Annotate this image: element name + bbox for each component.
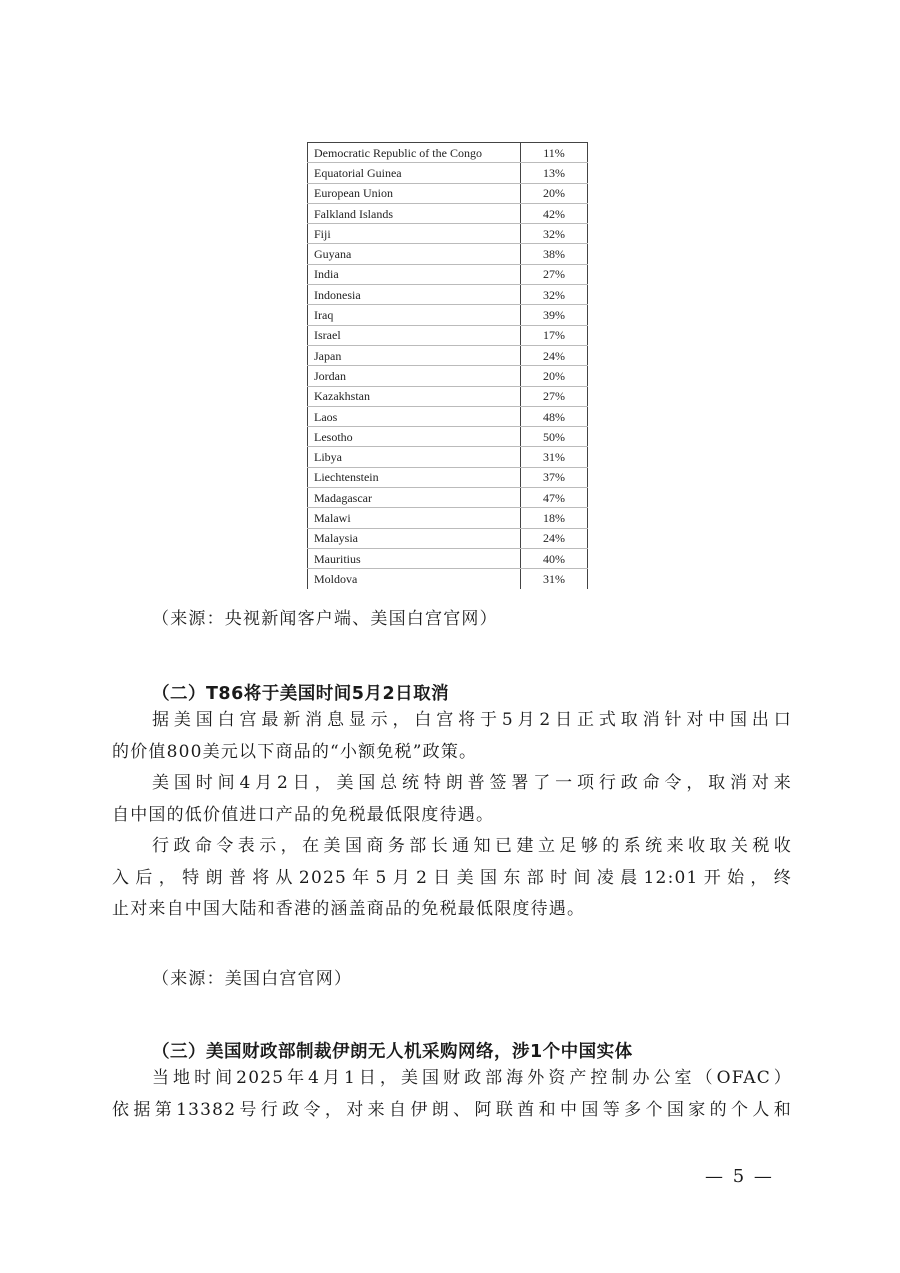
country-cell: Democratic Republic of the Congo xyxy=(308,143,521,163)
rate-cell: 31% xyxy=(521,569,588,589)
table-row xyxy=(308,305,588,325)
country-cell: Guyana xyxy=(308,244,521,264)
section-2-paragraph-1 xyxy=(112,705,792,768)
country-cell: Malawi xyxy=(308,508,521,528)
table-row xyxy=(308,488,588,508)
country-cell: Falkland Islands xyxy=(308,203,521,223)
tariff-table-body xyxy=(308,143,588,589)
rate-cell: 47% xyxy=(521,488,588,508)
rate-cell: 24% xyxy=(521,345,588,365)
rate-cell: 48% xyxy=(521,406,588,426)
rate-cell: 50% xyxy=(521,427,588,447)
country-cell: Equatorial Guinea xyxy=(308,163,521,183)
rate-cell: 11% xyxy=(521,143,588,163)
table-row xyxy=(308,508,588,528)
table-row xyxy=(308,143,588,163)
table-row xyxy=(308,406,588,426)
section-3-paragraph-1 xyxy=(112,1063,792,1126)
source-note-1: （来源：央视新闻客户端、美国白宫官网） xyxy=(152,609,498,629)
table-row xyxy=(308,183,588,203)
rate-cell: 32% xyxy=(521,285,588,305)
country-cell: Lesotho xyxy=(308,427,521,447)
rate-cell: 24% xyxy=(521,528,588,548)
page-number: — 5 — xyxy=(705,1166,774,1187)
country-cell: Iraq xyxy=(308,305,521,325)
table-row xyxy=(308,264,588,284)
table-row xyxy=(308,528,588,548)
section-2-paragraph-2 xyxy=(112,768,792,831)
table-row xyxy=(308,447,588,467)
country-cell: Indonesia xyxy=(308,285,521,305)
country-cell: Israel xyxy=(308,325,521,345)
text-line: 依据第13382号行政令，对来自伊朗、阿联酋和中国等多个国家的个人和 xyxy=(112,1099,792,1120)
section-2-heading: （二）T86将于美国时间5月2日取消 xyxy=(152,684,450,704)
rate-cell: 38% xyxy=(521,244,588,264)
source-note-2: （来源：美国白宫官网） xyxy=(152,969,353,989)
section-2-paragraph-3 xyxy=(112,831,792,926)
country-cell: Moldova xyxy=(308,569,521,589)
table-row xyxy=(308,163,588,183)
section-3-heading: （三）美国财政部制裁伊朗无人机采购网络，涉1个中国实体 xyxy=(152,1042,633,1062)
table-row xyxy=(308,285,588,305)
table-row xyxy=(308,467,588,487)
rate-cell: 27% xyxy=(521,264,588,284)
text-line: 的价值800美元以下商品的“小额免税”政策。 xyxy=(112,741,478,762)
rate-cell: 17% xyxy=(521,325,588,345)
rate-cell: 40% xyxy=(521,548,588,568)
country-cell: Kazakhstan xyxy=(308,386,521,406)
text-line: 行政命令表示，在美国商务部长通知已建立足够的系统来收取关税收 xyxy=(152,836,792,856)
table-row xyxy=(308,366,588,386)
text-line: 自中国的低价值进口产品的免税最低限度待遇。 xyxy=(112,804,495,825)
country-cell: Mauritius xyxy=(308,548,521,568)
rate-cell: 42% xyxy=(521,203,588,223)
country-cell: Jordan xyxy=(308,366,521,386)
rate-cell: 27% xyxy=(521,386,588,406)
rate-cell: 18% xyxy=(521,508,588,528)
country-cell: Laos xyxy=(308,406,521,426)
country-cell: Libya xyxy=(308,447,521,467)
country-cell: Liechtenstein xyxy=(308,467,521,487)
text-line: 入后，特朗普将从2025年5月2日美国东部时间凌晨12:01开始，终 xyxy=(112,867,792,888)
table-row xyxy=(308,569,588,589)
country-cell: Madagascar xyxy=(308,488,521,508)
rate-cell: 32% xyxy=(521,224,588,244)
country-cell: European Union xyxy=(308,183,521,203)
rate-cell: 37% xyxy=(521,467,588,487)
table-row xyxy=(308,427,588,447)
text-line: 当地时间2025年4月1日，美国财政部海外资产控制办公室（OFAC） xyxy=(152,1068,792,1088)
table-row xyxy=(308,548,588,568)
table-row xyxy=(308,386,588,406)
text-line: 据美国白宫最新消息显示，白宫将于5月2日正式取消针对中国出口 xyxy=(152,710,792,730)
text-line: 止对来自中国大陆和香港的涵盖商品的免税最低限度待遇。 xyxy=(112,899,586,919)
text-line: 美国时间4月2日，美国总统特朗普签署了一项行政命令，取消对来 xyxy=(152,773,792,793)
rate-cell: 39% xyxy=(521,305,588,325)
country-cell: Fiji xyxy=(308,224,521,244)
table-row xyxy=(308,325,588,345)
rate-cell: 20% xyxy=(521,366,588,386)
rate-cell: 20% xyxy=(521,183,588,203)
table-row xyxy=(308,345,588,365)
tariff-table xyxy=(307,142,588,589)
country-cell: Malaysia xyxy=(308,528,521,548)
table-row xyxy=(308,224,588,244)
rate-cell: 31% xyxy=(521,447,588,467)
country-cell: Japan xyxy=(308,345,521,365)
table-row xyxy=(308,203,588,223)
table-row xyxy=(308,244,588,264)
rate-cell: 13% xyxy=(521,163,588,183)
country-cell: India xyxy=(308,264,521,284)
